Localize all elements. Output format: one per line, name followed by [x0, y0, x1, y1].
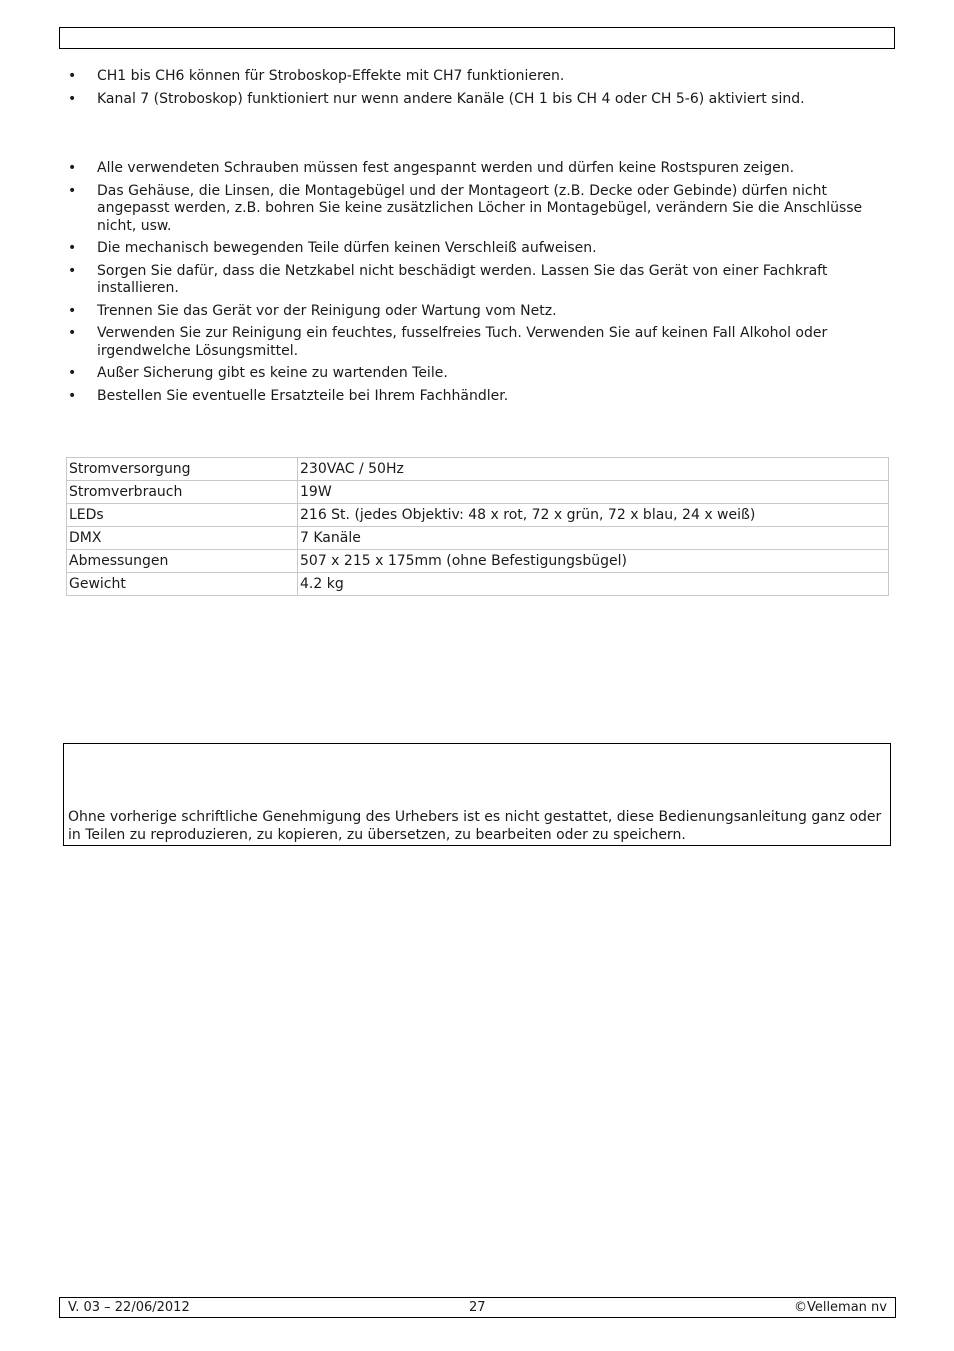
bullet-icon: • [68, 262, 77, 279]
list-item [66, 263, 876, 298]
bullet-icon: • [68, 365, 77, 381]
spec-key: Stromversorgung [67, 458, 298, 481]
spec-value: 507 x 215 x 175mm (ohne Befestigungsbügel) [298, 550, 889, 573]
footer-copyright: ©Velleman nv [793, 1300, 887, 1315]
list-item [66, 68, 876, 86]
list-item-text: Außer Sicherung gibt es keine zu wartenden Teile. [97, 365, 448, 381]
spec-value: 7 Kanäle [298, 527, 889, 550]
list-item-text: Sorgen Sie dafür, dass die Netzkabel nicht beschädigt werden. Lassen Sie das Gerät von einer Fachkraft installieren. [97, 262, 828, 296]
list-item [66, 91, 876, 109]
list-item [66, 160, 876, 178]
list-item-text: Das Gehäuse, die Linsen, die Montagebügel und der Montageort (z.B. Decke oder Gebinde) dürfen nicht angepasst werden, z.B. bohren Sie keine zusätzlichen Löcher in Montagebügel, verändern Sie die Anschlüsse nicht, usw. [97, 182, 863, 234]
list-item-text: Alle verwendeten Schrauben müssen fest angespannt werden und dürfen keine Rostspuren zeigen. [97, 160, 795, 176]
footer-version: V. 03 – 22/06/2012 [68, 1300, 190, 1315]
list-item-text: Die mechanisch bewegenden Teile dürfen keinen Verschleiß aufweisen. [97, 240, 597, 256]
table-row [67, 458, 889, 481]
table-row [67, 504, 889, 527]
spec-value: 230VAC / 50Hz [298, 458, 889, 481]
table-row [67, 481, 889, 504]
bullet-icon: • [68, 302, 77, 319]
list-item-text: Kanal 7 (Stroboskop) funktioniert nur wenn andere Kanäle (CH 1 bis CH 4 oder CH 5-6) aktiviert sind. [97, 90, 805, 107]
spec-key: DMX [67, 527, 298, 550]
list-item-text: Bestellen Sie eventuelle Ersatzteile bei Ihrem Fachhändler. [97, 387, 509, 404]
page-header-box [59, 27, 895, 49]
list-item [66, 183, 876, 236]
table-row [67, 527, 889, 550]
spec-value: 19W [298, 481, 889, 504]
bullet-icon: • [68, 182, 77, 199]
footer-page-number: 27 [469, 1300, 486, 1315]
bullet-icon: • [68, 90, 77, 107]
page-footer [59, 1297, 896, 1318]
table-row [67, 573, 889, 596]
list-item-text: CH1 bis CH6 können für Stroboskop-Effekte mit CH7 funktionieren. [97, 68, 565, 84]
list-item [66, 325, 876, 360]
bullet-icon: • [68, 68, 77, 84]
list-item-text: Trennen Sie das Gerät vor der Reinigung oder Wartung vom Netz. [97, 302, 557, 319]
list-item [66, 240, 876, 258]
list-item [66, 303, 876, 321]
bullet-icon: • [68, 240, 77, 256]
bullet-icon: • [68, 160, 77, 176]
copyright-notice-text: Ohne vorherige schriftliche Genehmigung des Urhebers ist es nicht gestattet, diese Bedienungsanleitung ganz oder in Teilen zu reproduzieren, zu kopieren, zu übersetzen, zu bearbeiten oder zu speichern. [68, 809, 882, 843]
bullet-icon: • [68, 325, 77, 341]
maintenance-list [66, 160, 876, 410]
list-item-text: Verwenden Sie zur Reinigung ein feuchtes, fusselfreies Tuch. Verwenden Sie auf keinen Fall Alkohol oder irgendwelche Lösungsmittel. [97, 325, 828, 359]
specifications-table [66, 457, 889, 596]
copyright-notice-box [63, 743, 891, 846]
spec-value: 4.2 kg [298, 573, 889, 596]
spec-key: Stromverbrauch [67, 481, 298, 504]
strobe-notes-list [66, 68, 876, 113]
spec-key: Abmessungen [67, 550, 298, 573]
spec-key: Gewicht [67, 573, 298, 596]
bullet-icon: • [68, 387, 77, 404]
list-item [66, 388, 876, 406]
spec-key: LEDs [67, 504, 298, 527]
spec-value: 216 St. (jedes Objektiv: 48 x rot, 72 x grün, 72 x blau, 24 x weiß) [298, 504, 889, 527]
list-item [66, 365, 876, 383]
table-row [67, 550, 889, 573]
